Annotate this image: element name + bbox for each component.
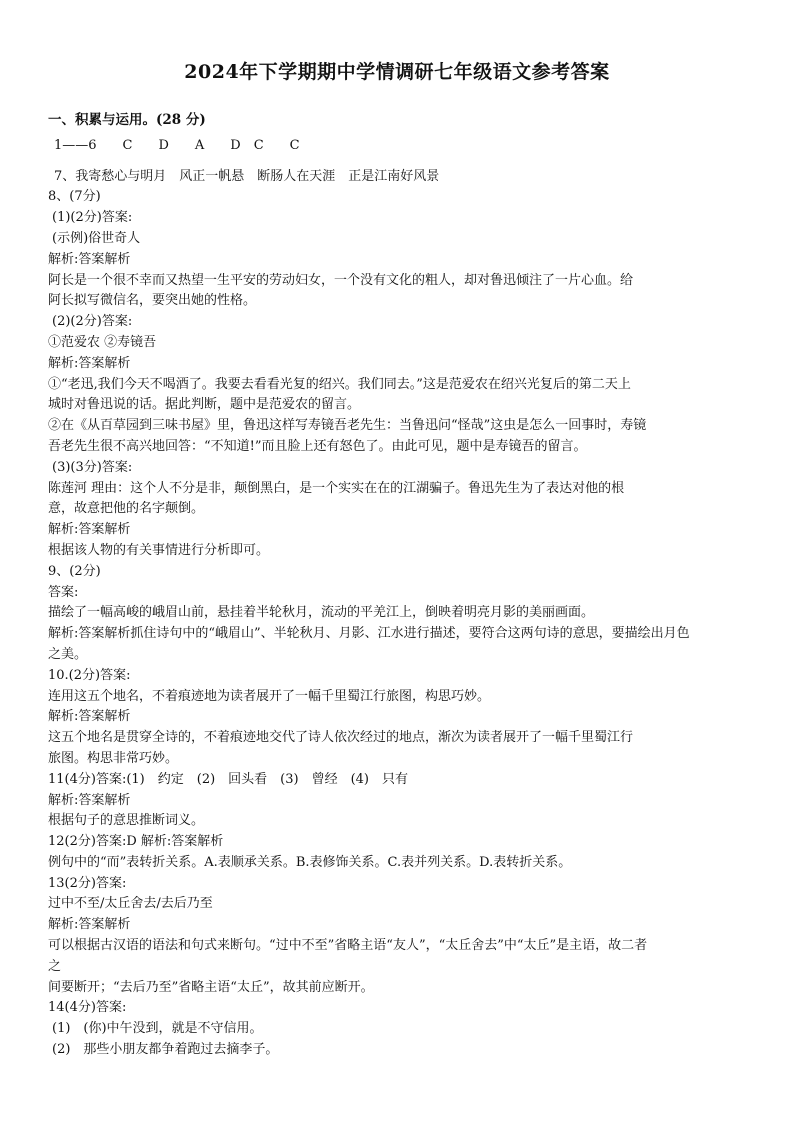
text-line: 解析:答案解析	[48, 251, 131, 267]
text-line: 阿长拟写微信名，要突出她的性格。	[48, 293, 257, 309]
text-line: (2)(2分)答案:	[52, 314, 133, 330]
text-line: 根据该人物的有关事情进行分析即可。	[48, 542, 270, 558]
text-line: 陈莲河 理由：这个人不分是非，颠倒黑白，是一个实实在在的江湖骗子。鲁迅先生为了表达对他的根	[48, 480, 625, 496]
text-line: (3)(3分)答案:	[52, 459, 133, 475]
text-line: 这五个地名是贯穿全诗的，不着痕迹地交代了诗人依次经过的地点，渐次为读者展开了一幅千里蜀江行	[48, 730, 634, 746]
text-line: 解析:答案解析	[48, 355, 131, 371]
text-line: (示例)俗世奇人	[52, 230, 141, 246]
text-line: 解析:答案解析	[48, 917, 131, 933]
text-line: 描绘了一幅高峻的峨眉山前，悬挂着半轮秋月，流动的平羌江上，倒映着明亮月影的美丽画面。	[48, 605, 595, 621]
text-line: 可以根据古汉语的语法和句式来断句。“过中不至”省略主语“友人”，“太丘舍去”中“太丘”是主语，故二者	[48, 938, 648, 954]
text-line: 10.(2分)答案:	[48, 667, 131, 683]
text-line: 解析:答案解析	[48, 792, 131, 808]
text-line: 解析:答案解析	[48, 522, 131, 538]
text-line: 过中不至/太丘舍去/去后乃至	[48, 896, 213, 912]
text-line: 解析:答案解析	[48, 709, 131, 725]
text-line: ①范爱农 ②寿镜吾	[48, 334, 157, 350]
text-line: 13(2分)答案:	[48, 875, 127, 891]
text-line: 11(4分)答案:(1) 约定 (2) 回头看 (3) 曾经 (4) 只有	[48, 771, 408, 787]
text-line: 城时对鲁迅说的话。据此判断，题中是范爱农的留言。	[48, 397, 361, 413]
text-line: 阿长是一个很不幸而又热望一生平安的劳动妇女，一个没有文化的粗人，却对鲁迅倾注了一片心血。给	[48, 272, 634, 288]
text-line: 1——6 C D A D C C	[54, 137, 300, 153]
section-heading: 一、积累与运用。(28 分)	[48, 112, 206, 128]
text-line: 例句中的“而”表转折关系。A.表顺承关系。B.表修饰关系。C.表并列关系。D.表转折关系。	[48, 854, 572, 870]
text-line: ①“老迅,我们今天不喝酒了。我要去看看光复的绍兴。我们同去。”这是范爱农在绍兴光复后的第二天上	[48, 376, 631, 392]
text-line: 连用这五个地名，不着痕迹地为读者展开了一幅千里蜀江行旅图，构思巧妙。	[48, 688, 491, 704]
text-line: (2) 那些小朋友都争着跑过去摘李子。	[52, 1042, 279, 1058]
text-line: 7、我寄愁心与明月 风正一帆悬 断肠人在天涯 正是江南好风景	[54, 168, 440, 184]
text-line: 9、(2分)	[48, 563, 101, 579]
text-line: 12(2分)答案:D 解析:答案解析	[48, 834, 224, 850]
text-line: 解析:答案解析抓住诗句中的“峨眉山”、半轮秋月、月影、江水进行描述，要符合这两句诗的意思，要描绘出月色	[48, 626, 690, 642]
page-title: 2024年下学期期中学情调研七年级语文参考答案	[184, 61, 610, 83]
text-line: 之	[48, 958, 62, 974]
text-line: 根据句子的意思推断词义。	[48, 813, 205, 829]
text-line: 之美。	[48, 646, 88, 662]
answer-content	[48, 110, 753, 1061]
text-line: 意，故意把他的名字颠倒。	[48, 501, 205, 517]
text-line: ②在《从百草园到三味书屋》里，鲁迅这样写寿镜吾老先生：当鲁迅问“怪哉”这虫是怎么一回事时，寿镜	[48, 418, 647, 434]
text-line: 旅图。构思非常巧妙。	[48, 750, 179, 766]
text-line: 答案:	[48, 584, 79, 600]
text-line: 吾老先生很不高兴地回答：“不知道!”而且脸上还有怒色了。由此可见，题中是寿镜吾的留言。	[48, 438, 587, 454]
text-line: 间要断开；“去后乃至”省略主语“太丘”，故其前应断开。	[48, 979, 374, 995]
text-line: (1) (你)中午没到，就是不守信用。	[52, 1021, 263, 1037]
text-line: 8、(7分)	[48, 189, 101, 205]
text-line: (1)(2分)答案:	[52, 210, 133, 226]
text-line: 14(4分)答案:	[48, 1000, 127, 1016]
